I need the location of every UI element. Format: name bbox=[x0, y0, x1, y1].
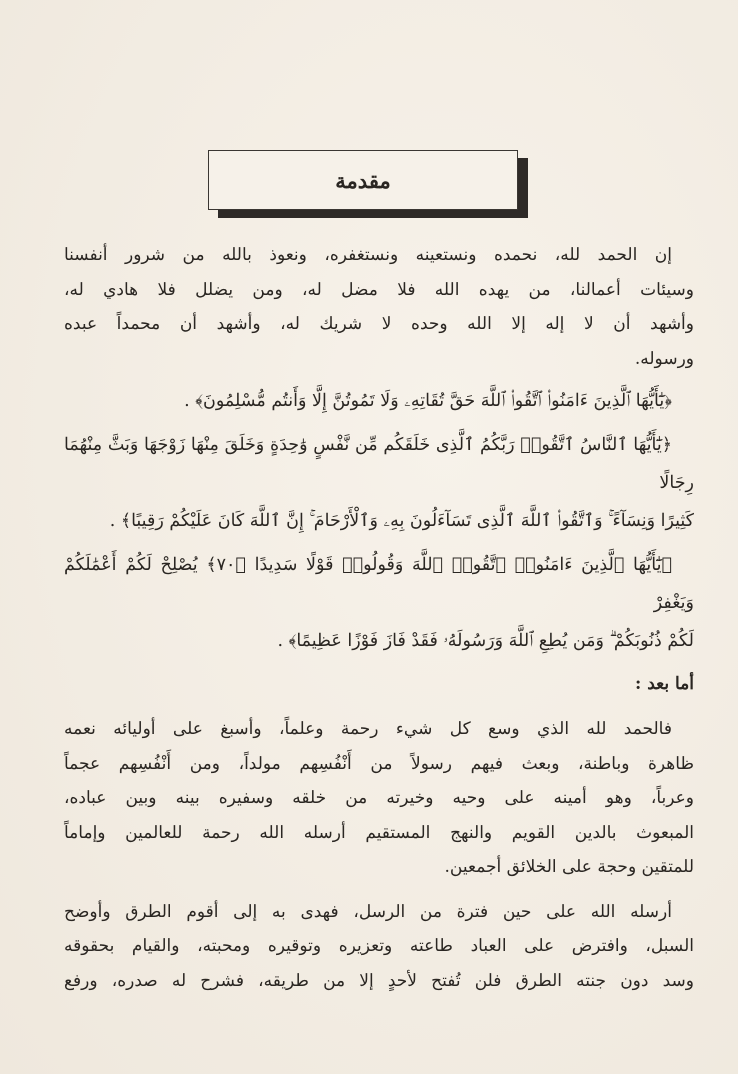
section-title: مقدمة bbox=[335, 167, 391, 193]
text-line: وسيئات أعمالنا، من يهده الله فلا مضل له، ومن يضلل فلا هادي له، bbox=[64, 279, 694, 300]
intro-paragraph bbox=[64, 238, 694, 376]
section-title-box bbox=[208, 150, 518, 210]
quran-verse bbox=[64, 382, 694, 420]
verse-line: كَثِيرًا وَنِسَآءً ۚ وَٱتَّقُوا۟ ٱللَّهَ ٱلَّذِى تَسَآءَلُونَ بِهِۦ وَٱلْأَرْحَامَ ۚ إِنَّ ٱللَّهَ كَانَ عَلَيْكُمْ رَقِيبًا﴾ . bbox=[109, 511, 694, 531]
verse-line: ﴿يَٰٓأَيُّهَا ٱلَّذِينَ ءَامَنُوا۟ ٱتَّقُوا۟ ٱللَّهَ وَقُولُوا۟ قَوْلًا سَدِيدًا ﴿٧٠﴾ يُصْلِحْ لَكُمْ أَعْمَٰلَكُمْ وَيَغْفِرْ bbox=[64, 555, 694, 613]
page-body bbox=[64, 238, 694, 998]
verse-line: لَكُمْ ذُنُوبَكُمْ ۗ وَمَن يُطِعِ ٱللَّهَ وَرَسُولَهُۥ فَقَدْ فَازَ فَوْزًا عَظِيمًا﴾ . bbox=[277, 631, 694, 651]
text-line: المبعوث بالدين القويم والنهج المستقيم أرسله الله رحمة للعالمين وإماماً bbox=[64, 822, 694, 843]
verse-line: ﴿يَٰٓأَيُّهَا ٱلنَّاسُ ٱتَّقُوا۟ رَبَّكُمُ ٱلَّذِى خَلَقَكُم مِّن نَّفْسٍ وَٰحِدَةٍ وَخَلَقَ مِنْهَا زَوْجَهَا وَبَثَّ مِنْهُمَا رِجَالًا bbox=[64, 435, 694, 493]
text-line: وعرباً، وهو أمينه على وحيه وخيرته من خلقه وسفيره بينه وبين عباده، bbox=[64, 788, 694, 808]
quran-verse bbox=[64, 546, 694, 660]
text-line: وأشهد أن لا إله إلا الله وحده لا شريك له، وأشهد أن محمداً عبده bbox=[64, 314, 694, 334]
paragraph bbox=[64, 712, 694, 885]
text-line: ورسوله. bbox=[634, 348, 694, 369]
verse-line: ﴿يَٰٓأَيُّهَا ٱلَّذِينَ ءَامَنُوا۟ ٱتَّقُوا۟ ٱللَّهَ حَقَّ تُقَاتِهِۦ وَلَا تَمُوتُنَّ إِلَّا وَأَنتُم مُّسْلِمُونَ﴾ . bbox=[184, 391, 672, 411]
text-line: وسد دون جنته الطرق فلن تُفتح لأحدٍ إلا من طريقه، فشرح له صدره، ورفع bbox=[64, 970, 694, 991]
quran-verse bbox=[64, 426, 694, 540]
text-line: أرسله الله على حين فترة من الرسل، فهدى به إلى أقوم الطرق وأوضح bbox=[64, 901, 672, 922]
text-line: للمتقين وحجة على الخلائق أجمعين. bbox=[444, 857, 694, 877]
paragraph bbox=[64, 895, 694, 999]
amma-baad-heading: أما بعد : bbox=[635, 674, 694, 694]
text-line: السبل، وافترض على العباد طاعته وتعزيره وتوقيره ومحبته، والقيام بحقوقه bbox=[64, 936, 694, 956]
text-line: فالحمد لله الذي وسع كل شيء رحمة وعلماً، وأسبغ على أوليائه نعمه bbox=[64, 719, 672, 739]
text-line: إن الحمد لله، نحمده ونستعينه ونستغفره، ونعوذ بالله من شرور أنفسنا bbox=[64, 245, 672, 265]
text-line: ظاهرة وباطنة، وبعث فيهم رسولاً من أَنْفُسِهم مولداً، ومن أَنْفُسِهم عجماً bbox=[64, 753, 694, 774]
